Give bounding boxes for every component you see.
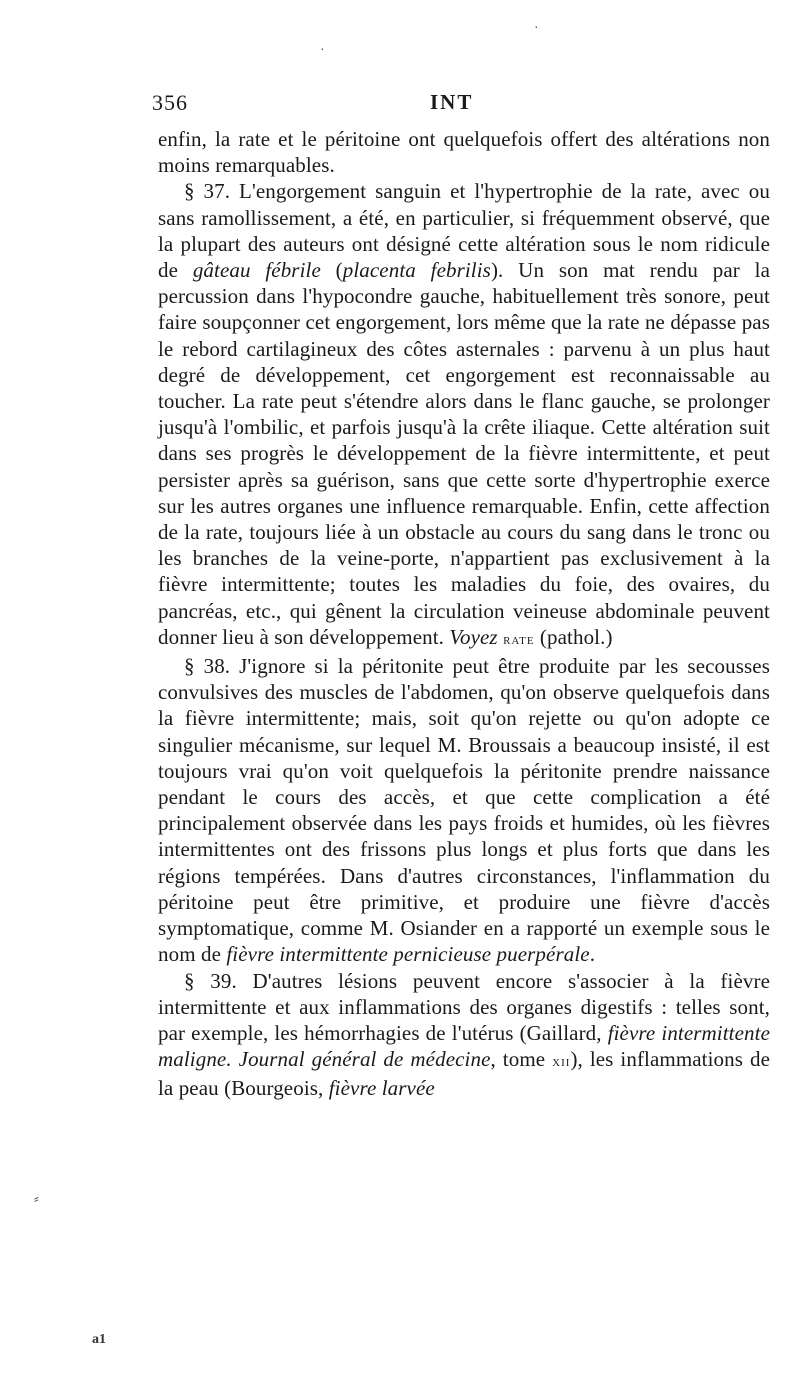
- italic-term: fièvre larvée: [328, 1076, 435, 1101]
- page-header: [152, 90, 652, 120]
- scan-speck: ⸗: [34, 1190, 39, 1206]
- paragraph-text: enfin, la rate et le péritoine ont quelquefois offert des altérations non moins remarquables.: [158, 127, 770, 178]
- paragraph-text: § 39. D'autres lésions peuvent encore s'associer à la fièvre intermittente et aux inflammations des organes digestifs : telles sont, par exemple, les hémorrhagies de l'utérus (Gaillard,: [158, 968, 770, 1045]
- italic-term: placenta febrilis: [342, 258, 491, 283]
- running-head: INT: [430, 90, 474, 114]
- signature-mark: a1: [92, 1332, 106, 1347]
- scan-speck: ·: [320, 40, 325, 56]
- italic-term: fièvre intermittente pernicieuse puerpérale: [226, 942, 590, 967]
- volume-number: xii: [552, 1053, 571, 1071]
- paragraph-continuation: [158, 126, 770, 178]
- paragraph-text: § 38. J'ignore si la péritonite peut être produite par les secousses convulsives des muscles de l'abdomen, qu'on observe quelquefois dans la fièvre intermittente; mais, soit qu'on rejette ou qu'on adopte ce singulier mécanisme, sur lequel M. Broussais a beaucoup insisté, il est toujours vrai qu'on voit quelquefois la péritonite prendre naissance pendant le cours des accès, et que cette complication a été principalement observée dans les pays froids et humides, où les fièvres intermittentes ont des frissons plus longs et plus forts que dans les régions tempérées. Dans d'autres circonstances, l'inflammation du péritoine peut être primitive, et produire une fièvre d'accès symptomatique, comme M. Osiander en a rapporté un exemple sous le nom de: [158, 654, 770, 967]
- paragraph-section-38: [158, 653, 770, 967]
- paragraph-section-37: [158, 178, 770, 653]
- body-text: [158, 126, 770, 1102]
- cross-reference: rate: [503, 630, 535, 648]
- paragraph-text: , tome: [490, 1047, 553, 1072]
- paragraph-text: (pathol.): [534, 624, 613, 649]
- paragraph-text: ). Un son mat rendu par la percussion dans l'hypocondre gauche, habituellement très sonore, peut faire soupçonner cet engorgement, lors même que la rate ne dépasse pas le rebord cartilagineux des côtes asternales : parvenu à un plus haut degré de développement, cet engorgement est reconnaissable au toucher. La rate peut s'étendre alors dans le flanc gauche, se prolonger jusqu'à l'ombilic, et parfois jusqu'à la crête iliaque. Cette altération suit dans ses progrès le développement de la fièvre intermittente, et peut persister après sa guérison, sans que cette sorte d'hypertrophie exerce sur les autres organes une influence remarquable. Enfin, cette affection de la rate, toujours liée à un obstacle au cours du sang dans le tronc ou les branches de la veine-porte, n'appartient pas exclusivement à la fièvre intermittente; toutes les maladies du foie, des ovaires, du pancréas, etc., qui gênent la circulation veineuse abdominale peuvent donner lieu à son développement.: [158, 258, 770, 649]
- italic-term: Voyez: [449, 624, 498, 649]
- paragraph-text: .: [589, 942, 596, 967]
- page-number: 356: [152, 90, 188, 115]
- paragraph-text: § 37. L'engorgement sanguin et l'hypertrophie de la rate, avec ou sans ramollissement, a été, en particulier, si fréquemment observé, que la plupart des auteurs ont désigné cette altération sous le nom ridicule de: [158, 179, 770, 283]
- italic-term: fièvre intermittente maligne. Journal général de médecine: [158, 1020, 770, 1072]
- scan-speck: ·: [534, 18, 539, 34]
- italic-term: gâteau fébrile: [192, 258, 321, 283]
- paragraph-section-39: [158, 968, 770, 1102]
- paragraph-text: (: [320, 258, 343, 283]
- paragraph-text: ), les inflammations de la peau (Bourgeois,: [158, 1047, 770, 1101]
